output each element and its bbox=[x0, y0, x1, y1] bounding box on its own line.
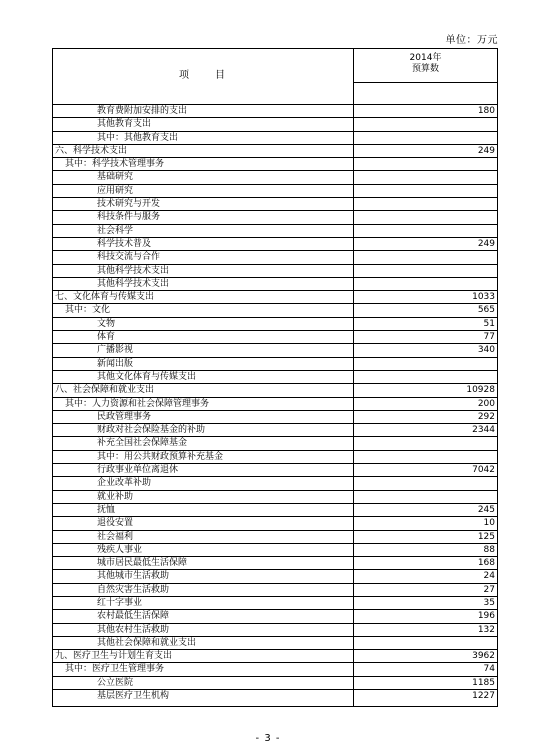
row-label: 广播影视 bbox=[97, 345, 134, 356]
row-label: 城市居民最低生活保障 bbox=[97, 558, 188, 569]
row-label: 其中：用公共财政预算补充基金 bbox=[97, 451, 224, 462]
header-subdivider bbox=[354, 82, 497, 83]
row-label: 民政管理事务 bbox=[97, 411, 152, 422]
table-header bbox=[53, 49, 497, 105]
row-value: 200 bbox=[477, 398, 495, 409]
table-row bbox=[53, 570, 497, 583]
row-label: 其中：科学技术管理事务 bbox=[65, 159, 165, 170]
table-row bbox=[53, 158, 497, 171]
row-value: 249 bbox=[477, 145, 495, 156]
row-label: 就业补助 bbox=[97, 491, 134, 502]
row-label: 财政对社会保险基金的补助 bbox=[97, 425, 206, 436]
row-label: 其他文化体育与传媒支出 bbox=[97, 371, 197, 382]
row-value: 7042 bbox=[472, 465, 495, 476]
table-row bbox=[53, 597, 497, 610]
budget-column-header bbox=[354, 53, 497, 75]
row-label: 七、文化体育与传媒支出 bbox=[55, 292, 155, 303]
row-label: 社会科学 bbox=[97, 225, 134, 236]
row-label: 其他农村生活救助 bbox=[97, 624, 170, 635]
row-value: 35 bbox=[483, 597, 495, 608]
row-label: 应用研究 bbox=[97, 185, 134, 196]
row-value: 77 bbox=[483, 332, 495, 343]
row-value: 1033 bbox=[472, 292, 495, 303]
row-label: 补充全国社会保障基金 bbox=[97, 438, 188, 449]
table-row bbox=[53, 531, 497, 544]
table-row bbox=[53, 464, 497, 477]
item-column-header: 项 目 bbox=[179, 70, 227, 81]
table-row bbox=[53, 491, 497, 504]
table-row bbox=[53, 318, 497, 331]
table-row bbox=[53, 451, 497, 464]
row-label: 退役安置 bbox=[97, 518, 134, 529]
row-value: 24 bbox=[483, 571, 495, 582]
table-row bbox=[53, 677, 497, 690]
row-value: 3962 bbox=[472, 651, 495, 662]
table-row bbox=[53, 504, 497, 517]
row-label: 科学技术普及 bbox=[97, 238, 152, 249]
row-label: 其中：文化 bbox=[65, 305, 111, 316]
row-value: 340 bbox=[477, 345, 495, 356]
row-value: 10 bbox=[483, 518, 495, 529]
table-row bbox=[53, 251, 497, 264]
row-label: 教育费附加安排的支出 bbox=[97, 106, 188, 116]
table-row bbox=[53, 198, 497, 211]
table-row bbox=[53, 132, 497, 145]
page-number: - 3 - bbox=[255, 733, 281, 744]
row-label: 公立医院 bbox=[97, 677, 134, 688]
table-body bbox=[53, 105, 497, 703]
row-label: 科技条件与服务 bbox=[97, 212, 161, 223]
table-row bbox=[53, 384, 497, 397]
row-value: 74 bbox=[483, 664, 495, 675]
year-label: 2014年 bbox=[409, 53, 442, 63]
row-label: 其他城市生活救助 bbox=[97, 571, 170, 582]
row-value: 132 bbox=[477, 624, 495, 635]
row-value: 51 bbox=[483, 318, 495, 329]
row-value: 10928 bbox=[466, 385, 495, 396]
row-label: 其他科学技术支出 bbox=[97, 278, 170, 289]
row-value: 125 bbox=[477, 531, 495, 542]
row-label: 企业改革补助 bbox=[97, 478, 152, 489]
table-row bbox=[53, 344, 497, 357]
table-row bbox=[53, 663, 497, 676]
table-row bbox=[53, 291, 497, 304]
row-value: 88 bbox=[483, 544, 495, 555]
table-row bbox=[53, 265, 497, 278]
row-label: 基础研究 bbox=[97, 172, 134, 183]
table-row bbox=[53, 624, 497, 637]
table-row bbox=[53, 517, 497, 530]
table-row bbox=[53, 690, 497, 703]
row-value: 565 bbox=[477, 305, 495, 316]
row-label: 基层医疗卫生机构 bbox=[97, 691, 170, 702]
row-label: 新闻出版 bbox=[97, 358, 134, 369]
row-label: 其中：人力资源和社会保障管理事务 bbox=[65, 398, 210, 409]
table-row bbox=[53, 557, 497, 570]
table-row bbox=[53, 358, 497, 371]
row-label: 红十字事业 bbox=[97, 597, 143, 608]
row-value: 180 bbox=[477, 106, 495, 116]
table-row bbox=[53, 304, 497, 317]
row-value: 168 bbox=[477, 558, 495, 569]
table-row bbox=[53, 411, 497, 424]
table-row bbox=[53, 185, 497, 198]
row-label: 抚恤 bbox=[97, 504, 116, 515]
table-row bbox=[53, 650, 497, 663]
row-value: 2344 bbox=[472, 425, 495, 436]
row-value: 196 bbox=[477, 611, 495, 622]
table-row bbox=[53, 118, 497, 131]
table-row bbox=[53, 437, 497, 450]
row-label: 其他社会保障和就业支出 bbox=[97, 637, 197, 648]
table-row bbox=[53, 544, 497, 557]
table-row bbox=[53, 145, 497, 158]
table-row bbox=[53, 398, 497, 411]
table-row bbox=[53, 331, 497, 344]
row-label: 九、医疗卫生与计划生育支出 bbox=[55, 651, 173, 662]
table-row bbox=[53, 278, 497, 291]
row-label: 六、科学技术支出 bbox=[55, 145, 128, 156]
row-value: 249 bbox=[477, 238, 495, 249]
budget-table bbox=[52, 48, 498, 707]
row-label: 其他教育支出 bbox=[97, 119, 152, 130]
table-row bbox=[53, 477, 497, 490]
row-label: 社会福利 bbox=[97, 531, 134, 542]
budget-label: 预算数 bbox=[411, 64, 439, 74]
row-label: 残疾人事业 bbox=[97, 544, 143, 555]
row-label: 八、社会保障和就业支出 bbox=[55, 385, 155, 396]
table-row bbox=[53, 371, 497, 384]
row-label: 技术研究与开发 bbox=[97, 199, 161, 210]
table-row bbox=[53, 238, 497, 251]
row-label: 行政事业单位离退休 bbox=[97, 465, 179, 476]
row-label: 农村最低生活保障 bbox=[97, 611, 170, 622]
row-label: 科技交流与合作 bbox=[97, 252, 161, 263]
column-divider bbox=[353, 49, 354, 706]
row-value: 1185 bbox=[472, 677, 495, 688]
table-row bbox=[53, 424, 497, 437]
table-row bbox=[53, 211, 497, 224]
row-value: 292 bbox=[477, 411, 495, 422]
row-label: 其他科学技术支出 bbox=[97, 265, 170, 276]
row-value: 27 bbox=[483, 584, 495, 595]
row-label: 其中：医疗卫生管理事务 bbox=[65, 664, 165, 675]
row-label: 自然灾害生活救助 bbox=[97, 584, 170, 595]
row-label: 文物 bbox=[97, 318, 116, 329]
row-value: 1227 bbox=[472, 691, 495, 702]
table-row bbox=[53, 584, 497, 597]
unit-label: 单位：万元 bbox=[445, 35, 498, 46]
table-row bbox=[53, 171, 497, 184]
row-label: 体育 bbox=[97, 332, 116, 343]
row-label: 其中：其他教育支出 bbox=[97, 132, 179, 143]
row-value: 245 bbox=[477, 504, 495, 515]
table-row bbox=[53, 105, 497, 118]
table-row bbox=[53, 610, 497, 623]
table-row bbox=[53, 637, 497, 650]
table-row bbox=[53, 225, 497, 238]
